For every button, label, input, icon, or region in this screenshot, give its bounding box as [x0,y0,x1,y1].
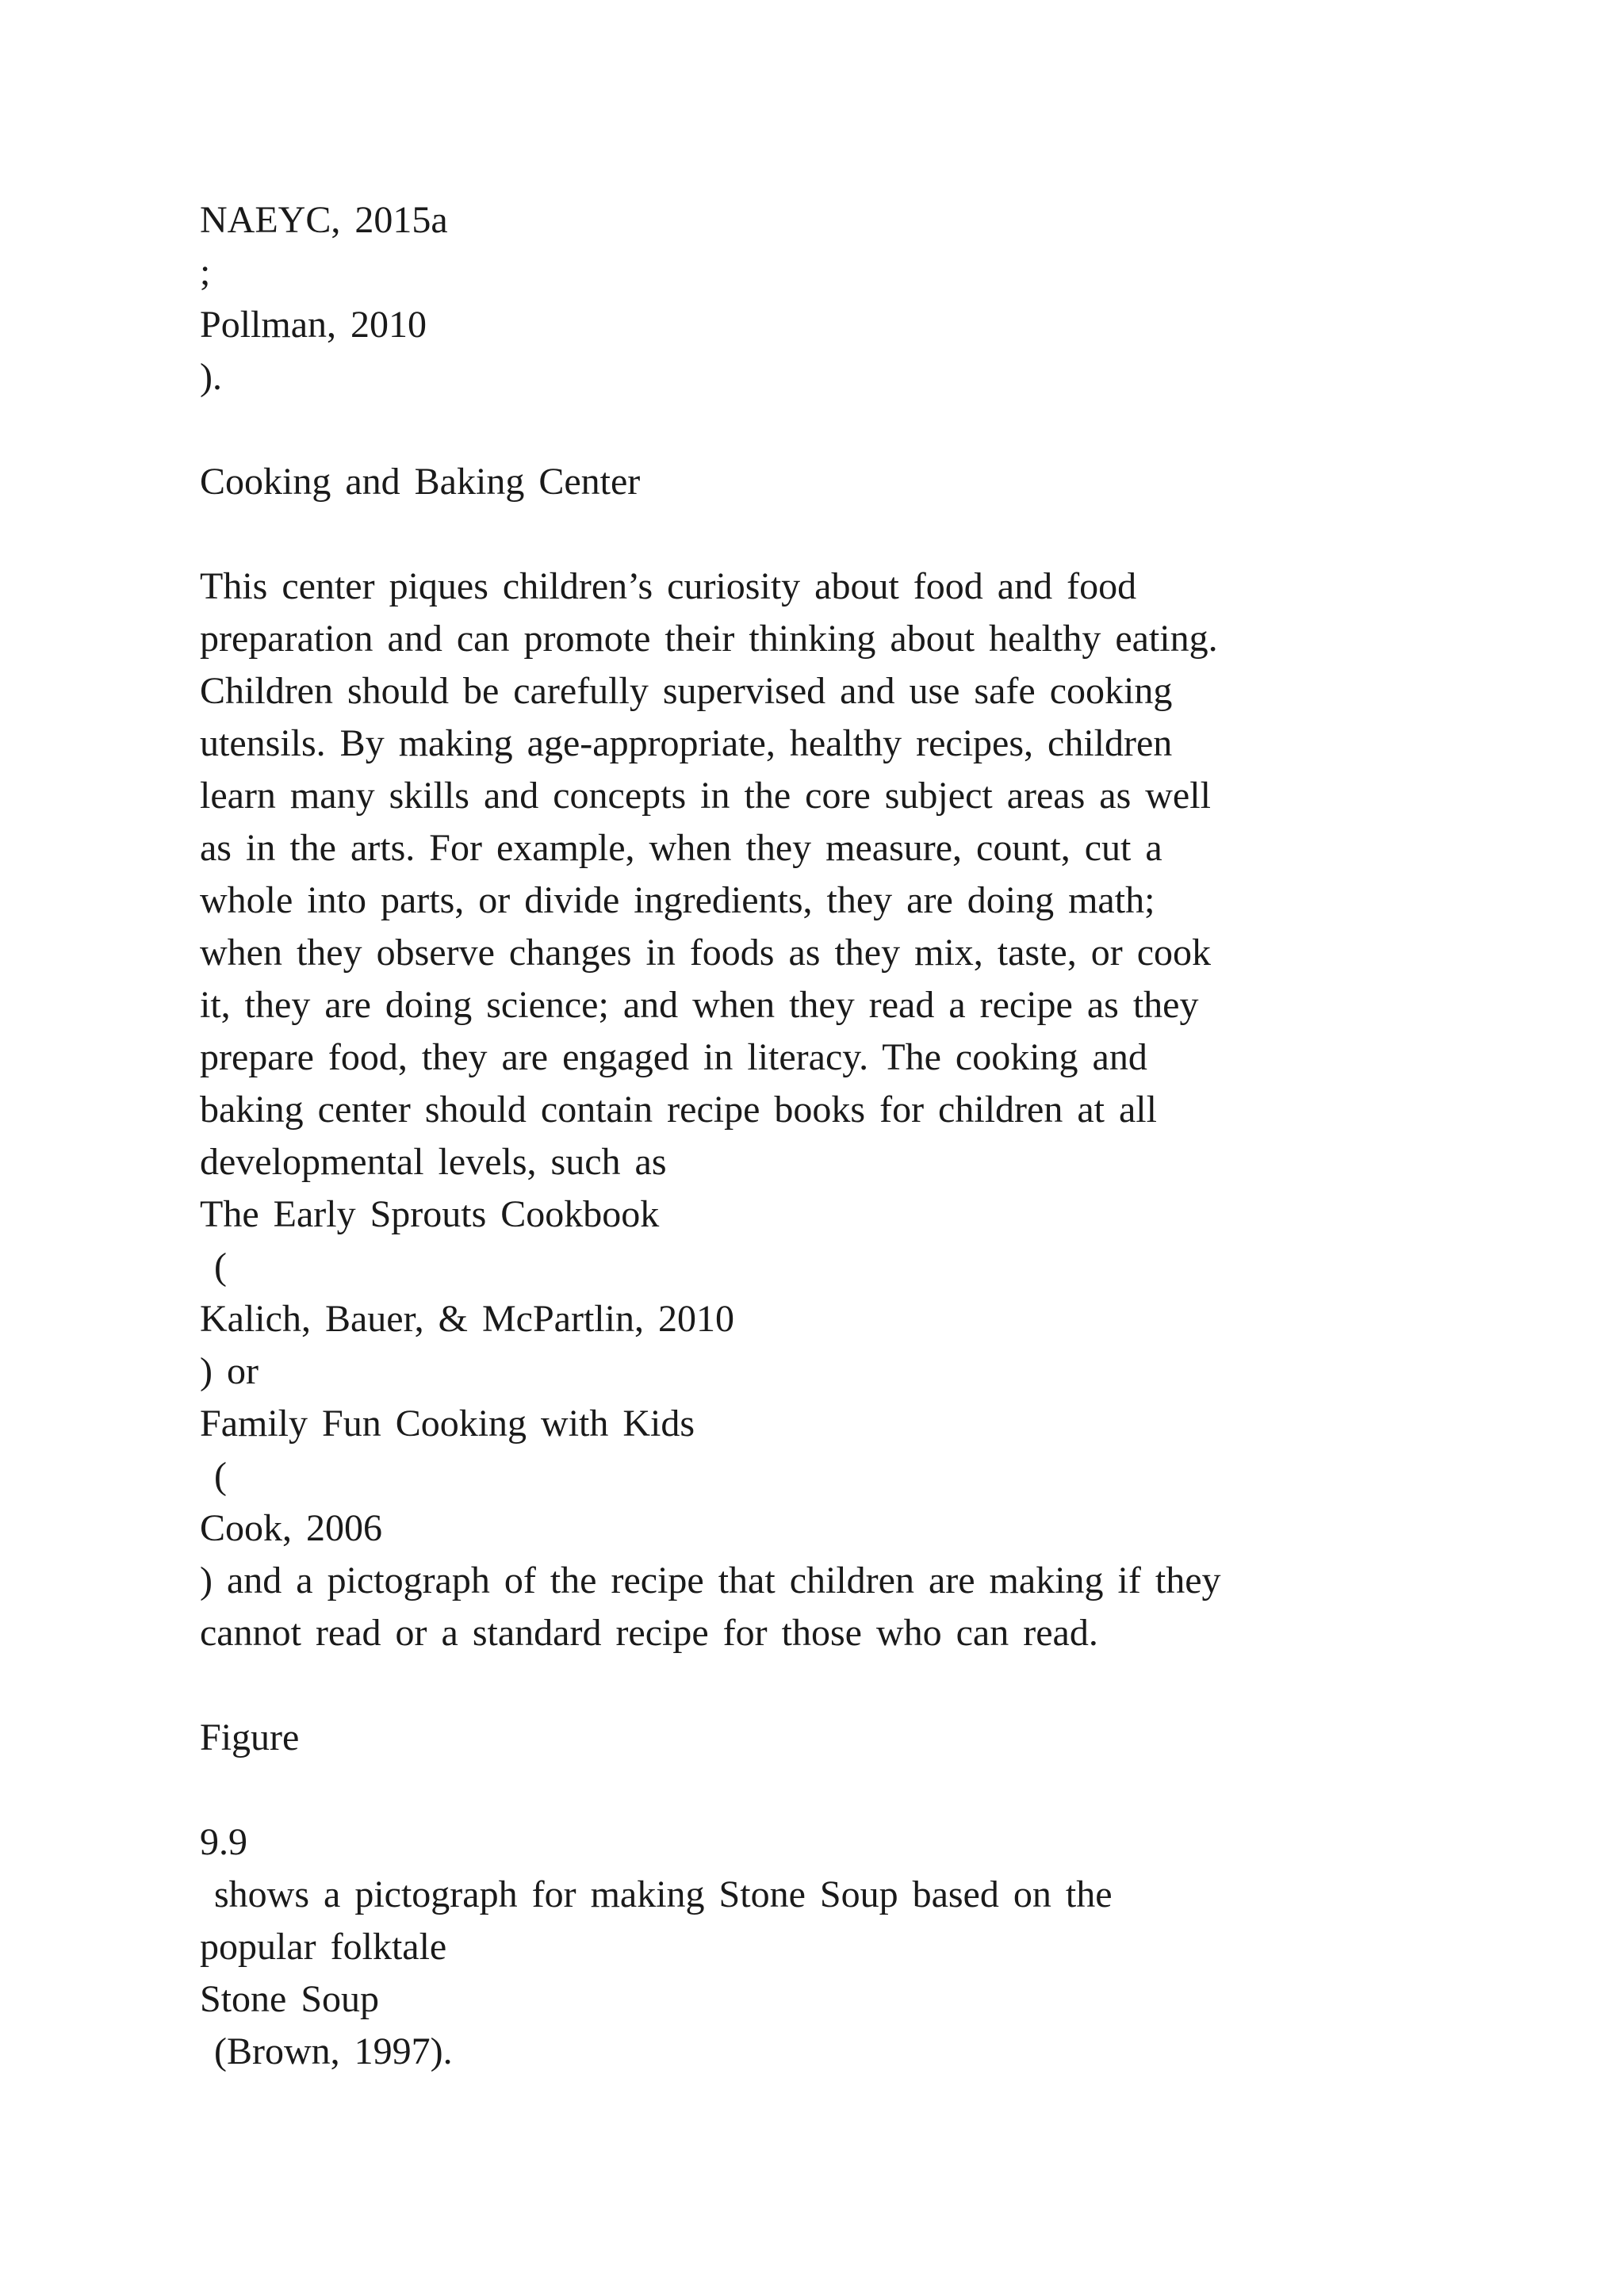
citation-line: Pollman, 2010 [200,304,427,346]
citation-open: ( [200,1455,227,1497]
blank-line [200,1764,1500,1816]
citation-separator: ; [200,251,211,293]
paragraph-line: utensils. By making age-appropriate, healthy recipes, children [200,722,1173,764]
citation-line: Cook, 2006 [200,1507,383,1549]
citation-close: ). [200,356,222,398]
paragraph-line: ) or [200,1350,259,1392]
citation-line: (Brown, 1997). [200,2030,453,2072]
paragraph-line: it, they are doing science; and when they read a recipe as they [200,984,1199,1026]
paragraph-line: whole into parts, or divide ingredients, they are doing math; [200,879,1155,921]
citation-line: NAEYC, 2015a [200,199,448,241]
section-heading: Cooking and Baking Center [200,461,641,503]
paragraph-line: popular folktale [200,1926,447,1968]
blank-line [200,404,1500,456]
blank-line [200,1659,1500,1712]
paragraph-line: preparation and can promote their thinking about healthy eating. [200,618,1218,660]
paragraph-line: developmental levels, such as [200,1141,667,1183]
paragraph-line: cannot read or a standard recipe for those who can read. [200,1612,1098,1654]
blank-line [200,508,1500,561]
paragraph-line: ) and a pictograph of the recipe that children are making if they [200,1559,1221,1601]
figure-reference: Figure [200,1716,300,1758]
paragraph-line: learn many skills and concepts in the core subject areas as well [200,775,1211,817]
book-title: Stone Soup [200,1978,380,2020]
figure-number: 9.9 [200,1821,247,1863]
paragraph-line: as in the arts. For example, when they measure, count, cut a [200,827,1162,869]
paragraph-line: Children should be carefully supervised and use safe cooking [200,670,1173,712]
paragraph-line: shows a pictograph for making Stone Soup based on the [200,1873,1113,1915]
paragraph-line: baking center should contain recipe books for children at all [200,1089,1157,1131]
citation-open: ( [200,1246,227,1288]
body-text [200,194,1500,2078]
paragraph-line: when they observe changes in foods as they mix, taste, or cook [200,932,1212,974]
paragraph-line: prepare food, they are engaged in literacy. The cooking and [200,1036,1147,1078]
book-title: The Early Sprouts Cookbook [200,1193,660,1235]
citation-line: Kalich, Bauer, & McPartlin, 2010 [200,1298,734,1340]
book-title: Family Fun Cooking with Kids [200,1402,695,1445]
paragraph-line: This center piques children’s curiosity about food and food [200,565,1137,607]
